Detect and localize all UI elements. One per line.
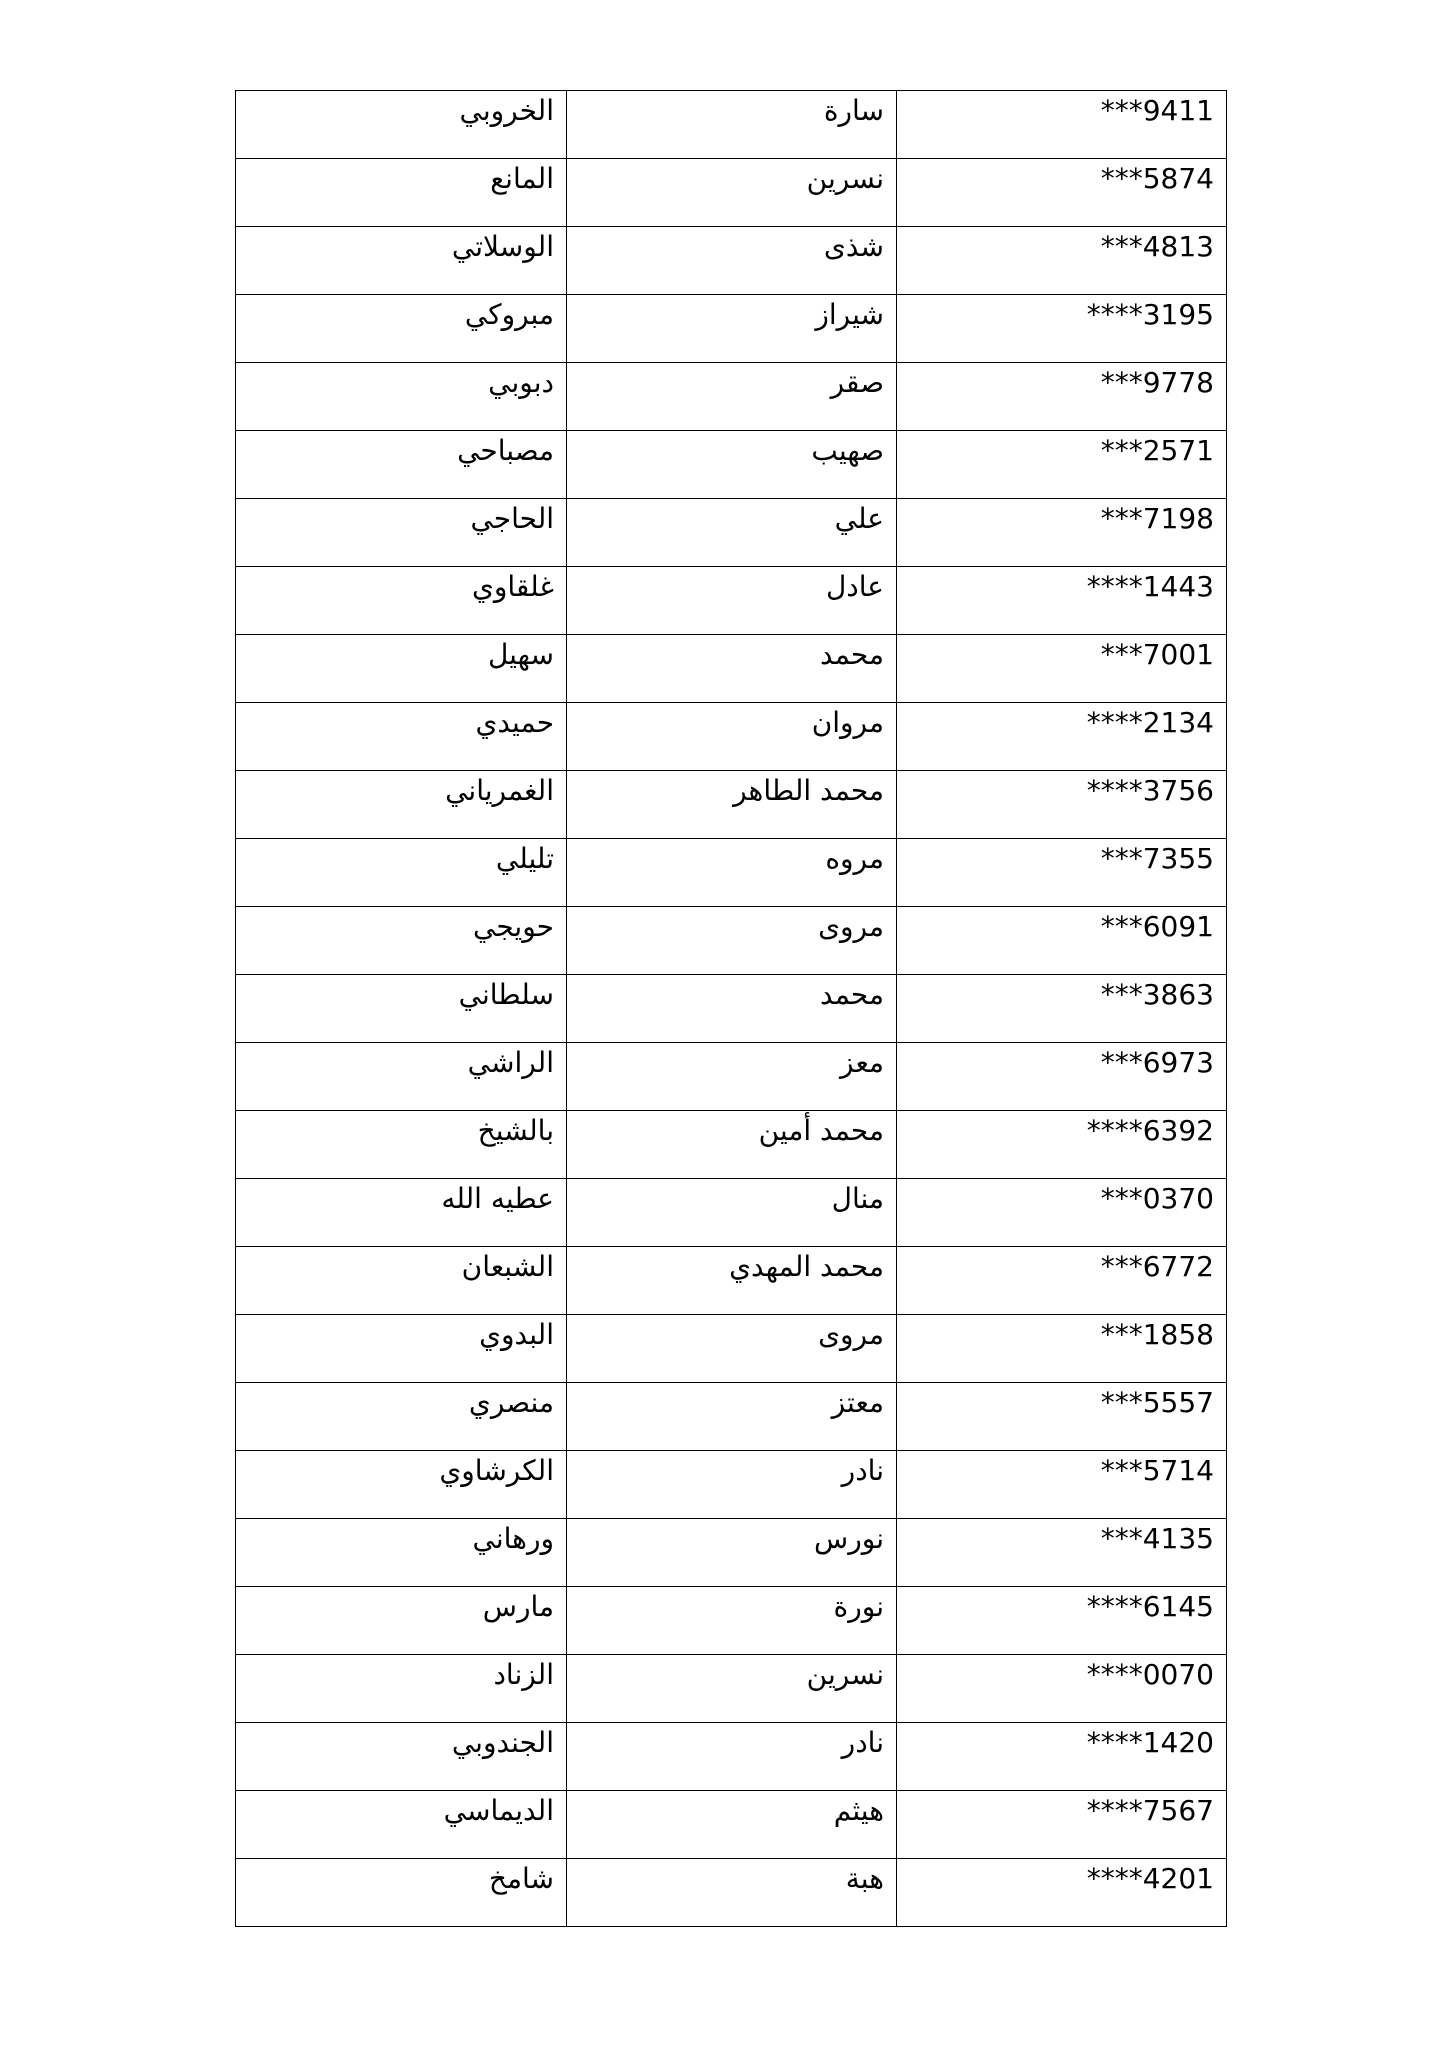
id-cell: ****6145 — [897, 1587, 1227, 1655]
last-name-cell: الوسلاتي — [236, 227, 567, 295]
last-name-cell: منصري — [236, 1383, 567, 1451]
first-name-cell: نسرين — [567, 159, 897, 227]
id-cell: ***4135 — [897, 1519, 1227, 1587]
table-row — [236, 907, 1227, 975]
id-cell: ***6772 — [897, 1247, 1227, 1315]
table-row — [236, 1383, 1227, 1451]
first-name-cell: علي — [567, 499, 897, 567]
records-table — [235, 90, 1227, 1927]
first-name-cell: مروى — [567, 907, 897, 975]
table-row — [236, 1315, 1227, 1383]
first-name-cell: محمد — [567, 975, 897, 1043]
table-row — [236, 431, 1227, 499]
id-cell: ***5714 — [897, 1451, 1227, 1519]
table-row — [236, 1587, 1227, 1655]
last-name-cell: الغمرياني — [236, 771, 567, 839]
records-table-body — [236, 91, 1227, 1927]
last-name-cell: الشبعان — [236, 1247, 567, 1315]
id-cell: ****6392 — [897, 1111, 1227, 1179]
last-name-cell: شامخ — [236, 1859, 567, 1927]
last-name-cell: المانع — [236, 159, 567, 227]
table-row — [236, 1179, 1227, 1247]
last-name-cell: البدوي — [236, 1315, 567, 1383]
first-name-cell: هبة — [567, 1859, 897, 1927]
first-name-cell: نادر — [567, 1723, 897, 1791]
id-cell: ****7567 — [897, 1791, 1227, 1859]
last-name-cell: حويجي — [236, 907, 567, 975]
id-cell: ***0370 — [897, 1179, 1227, 1247]
last-name-cell: الزناد — [236, 1655, 567, 1723]
last-name-cell: دبوبي — [236, 363, 567, 431]
last-name-cell: مارس — [236, 1587, 567, 1655]
first-name-cell: مروى — [567, 1315, 897, 1383]
last-name-cell: سهيل — [236, 635, 567, 703]
id-cell: ***6091 — [897, 907, 1227, 975]
first-name-cell: هيثم — [567, 1791, 897, 1859]
first-name-cell: محمد أمين — [567, 1111, 897, 1179]
id-cell: ****1443 — [897, 567, 1227, 635]
first-name-cell: صقر — [567, 363, 897, 431]
last-name-cell: عطيه الله — [236, 1179, 567, 1247]
id-cell: ***9411 — [897, 91, 1227, 159]
table-row — [236, 1723, 1227, 1791]
id-cell: ***5874 — [897, 159, 1227, 227]
first-name-cell: مروان — [567, 703, 897, 771]
table-row — [236, 91, 1227, 159]
last-name-cell: تليلي — [236, 839, 567, 907]
first-name-cell: معتز — [567, 1383, 897, 1451]
last-name-cell: سلطاني — [236, 975, 567, 1043]
first-name-cell: معز — [567, 1043, 897, 1111]
last-name-cell: مبروكي — [236, 295, 567, 363]
first-name-cell: شذى — [567, 227, 897, 295]
id-cell: ***4813 — [897, 227, 1227, 295]
last-name-cell: مصباحي — [236, 431, 567, 499]
table-row — [236, 567, 1227, 635]
id-cell: ***1858 — [897, 1315, 1227, 1383]
table-row — [236, 1111, 1227, 1179]
id-cell: ***5557 — [897, 1383, 1227, 1451]
records-table-container — [235, 90, 1226, 1927]
last-name-cell: الحاجي — [236, 499, 567, 567]
id-cell: ***3863 — [897, 975, 1227, 1043]
table-row — [236, 839, 1227, 907]
table-row — [236, 1043, 1227, 1111]
first-name-cell: صهيب — [567, 431, 897, 499]
id-cell: ***7001 — [897, 635, 1227, 703]
last-name-cell: ورهاني — [236, 1519, 567, 1587]
id-cell: ****1420 — [897, 1723, 1227, 1791]
first-name-cell: نسرين — [567, 1655, 897, 1723]
last-name-cell: الخروبي — [236, 91, 567, 159]
table-row — [236, 1859, 1227, 1927]
last-name-cell: الراشي — [236, 1043, 567, 1111]
first-name-cell: مروه — [567, 839, 897, 907]
id-cell: ****0070 — [897, 1655, 1227, 1723]
id-cell: ***7198 — [897, 499, 1227, 567]
table-row — [236, 975, 1227, 1043]
first-name-cell: محمد المهدي — [567, 1247, 897, 1315]
first-name-cell: نورس — [567, 1519, 897, 1587]
first-name-cell: عادل — [567, 567, 897, 635]
id-cell: ****3756 — [897, 771, 1227, 839]
table-row — [236, 703, 1227, 771]
id-cell: ***2571 — [897, 431, 1227, 499]
table-row — [236, 635, 1227, 703]
table-row — [236, 1451, 1227, 1519]
table-row — [236, 1655, 1227, 1723]
first-name-cell: نورة — [567, 1587, 897, 1655]
id-cell: ***6973 — [897, 1043, 1227, 1111]
table-row — [236, 499, 1227, 567]
table-row — [236, 1791, 1227, 1859]
table-row — [236, 227, 1227, 295]
table-row — [236, 363, 1227, 431]
id-cell: ****2134 — [897, 703, 1227, 771]
last-name-cell: الجندوبي — [236, 1723, 567, 1791]
first-name-cell: نادر — [567, 1451, 897, 1519]
first-name-cell: محمد — [567, 635, 897, 703]
table-row — [236, 295, 1227, 363]
table-row — [236, 1519, 1227, 1587]
last-name-cell: الكرشاوي — [236, 1451, 567, 1519]
first-name-cell: منال — [567, 1179, 897, 1247]
id-cell: ****4201 — [897, 1859, 1227, 1927]
first-name-cell: محمد الطاهر — [567, 771, 897, 839]
table-row — [236, 159, 1227, 227]
last-name-cell: بالشيخ — [236, 1111, 567, 1179]
id-cell: ***9778 — [897, 363, 1227, 431]
last-name-cell: الديماسي — [236, 1791, 567, 1859]
first-name-cell: سارة — [567, 91, 897, 159]
table-row — [236, 1247, 1227, 1315]
last-name-cell: غلقاوي — [236, 567, 567, 635]
id-cell: ***7355 — [897, 839, 1227, 907]
last-name-cell: حميدي — [236, 703, 567, 771]
table-row — [236, 771, 1227, 839]
first-name-cell: شيراز — [567, 295, 897, 363]
id-cell: ****3195 — [897, 295, 1227, 363]
